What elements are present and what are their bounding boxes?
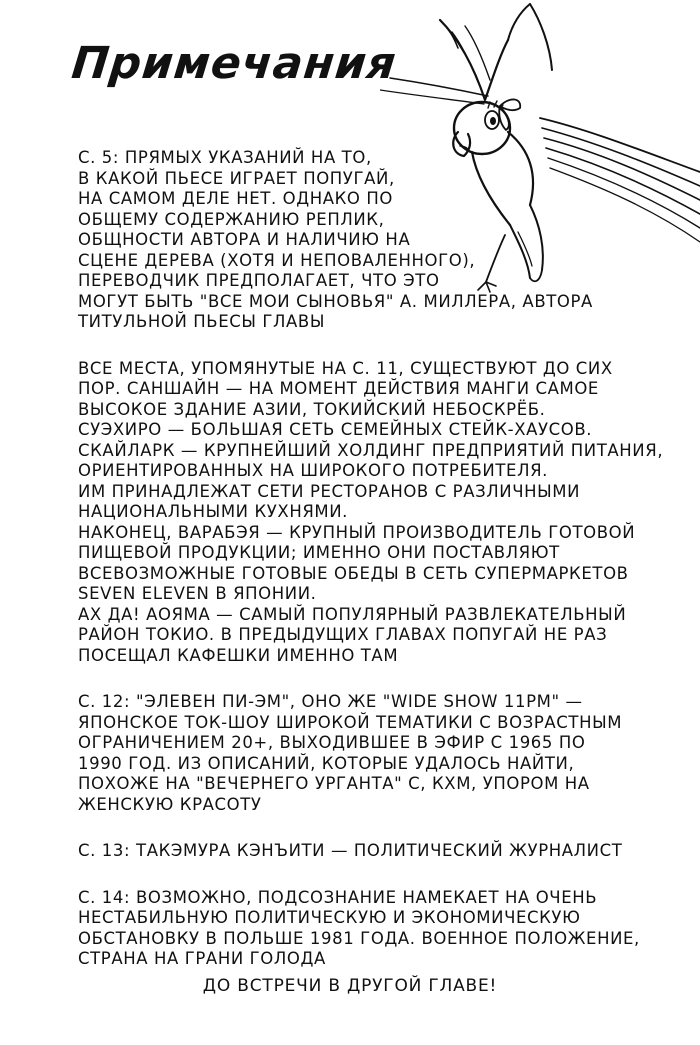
note-line: СЦЕНЕ ДЕРЕВА (ХОТЯ И НЕПОВАЛЕННОГО), bbox=[78, 250, 476, 270]
note-line: С. 14: ВОЗМОЖНО, ПОДСОЗНАНИЕ НАМЕКАЕТ НА ОЧЕНЬ bbox=[78, 887, 598, 907]
note-line: ПОР. САНШАЙН — НА МОМЕНТ ДЕЙСТВИЯ МАНГИ САМОЕ bbox=[78, 379, 599, 398]
note-page-13 bbox=[78, 841, 678, 862]
note-line: С. 13: ТАКЭМУРА КЭНЪИТИ — ПОЛИТИЧЕСКИЙ ЖУРНАЛИСТ bbox=[78, 841, 623, 860]
note-line: ОГРАНИЧЕНИЕМ 20+, ВЫХОДИВШЕЕ В ЭФИР С 1965 ПО bbox=[78, 733, 586, 752]
note-line: ВСЕВОЗМОЖНЫЕ ГОТОВЫЕ ОБЕДЫ В СЕТЬ СУПЕРМАРКЕТОВ bbox=[78, 563, 629, 583]
note-line: ЖЕНСКУЮ КРАСОТУ bbox=[78, 794, 262, 814]
note-line: НАКОНЕЦ, ВАРАБЭЯ — КРУПНЫЙ ПРОИЗВОДИТЕЛЬ ГОТОВОЙ bbox=[78, 522, 636, 542]
note-line: НА САМОМ ДЕЛЕ НЕТ. ОДНАКО ПО bbox=[78, 189, 393, 208]
note-line: ТИТУЛЬНОЙ ПЬЕСЫ ГЛАВЫ bbox=[78, 312, 325, 331]
note-line: ПОХОЖЕ НА "ВЕЧЕРНЕГО УРГАНТА" С, КХМ, УПОРОМ НА bbox=[78, 774, 590, 793]
note-line: ОРИЕНТИРОВАННЫХ НА ШИРОКОГО ПОТРЕБИТЕЛЯ. bbox=[78, 461, 548, 480]
note-line: АХ ДА! АОЯМА — САМЫЙ ПОПУЛЯРНЫЙ РАЗВЛЕКАТЕЛЬНЫЙ bbox=[78, 604, 627, 624]
note-line: 1990 ГОД. ИЗ ОПИСАНИЙ, КОТОРЫЕ УДАЛОСЬ НАЙТИ, bbox=[78, 753, 575, 773]
note-line: СТРАНА НА ГРАНИ ГОЛОДА bbox=[78, 949, 326, 968]
note-line: ВСЕ МЕСТА, УПОМЯНУТЫЕ НА С. 11, СУЩЕСТВУЮТ ДО СИХ bbox=[78, 358, 613, 378]
note-page-11 bbox=[78, 359, 678, 667]
note-line: ОБЩЕМУ СОДЕРЖАНИЮ РЕПЛИК, bbox=[78, 209, 385, 229]
note-line: ПЕРЕВОДЧИК ПРЕДПОЛАГАЕТ, ЧТО ЭТО bbox=[78, 271, 440, 290]
note-line: МОГУТ БЫТЬ "ВСЕ МОИ СЫНОВЬЯ" А. МИЛЛЕРА, АВТОРА bbox=[78, 291, 593, 311]
note-line: С. 5: ПРЯМЫХ УКАЗАНИЙ НА ТО, bbox=[78, 148, 372, 167]
closing-message: ДО ВСТРЕЧИ В ДРУГОЙ ГЛАВЕ! bbox=[202, 976, 498, 996]
note-line: ИМ ПРИНАДЛЕЖАТ СЕТИ РЕСТОРАНОВ С РАЗЛИЧНЫМИ bbox=[78, 481, 581, 501]
note-line: СКАЙЛАРК — КРУПНЕЙШИЙ ХОЛДИНГ ПРЕДПРИЯТИЙ ПИТАНИЯ, bbox=[78, 440, 664, 460]
notes-list bbox=[78, 148, 678, 996]
note-line: ОБСТАНОВКУ В ПОЛЬШЕ 1981 ГОДА. ВОЕННОЕ ПОЛОЖЕНИЕ, bbox=[78, 928, 640, 948]
note-line: НЕСТАБИЛЬНУЮ ПОЛИТИЧЕСКУЮ И ЭКОНОМИЧЕСКУЮ bbox=[78, 908, 581, 927]
note-line: ПИЩЕВОЙ ПРОДУКЦИИ; ИМЕННО ОНИ ПОСТАВЛЯЮТ bbox=[78, 543, 560, 562]
note-line: СУЭХИРО — БОЛЬШАЯ СЕТЬ СЕМЕЙНЫХ СТЕЙК-ХАУСОВ. bbox=[78, 420, 593, 439]
note-line: С. 12: "ЭЛЕВЕН ПИ-ЭМ", ОНО ЖЕ "WIDE SHOW 11PM" — bbox=[78, 692, 583, 711]
note-line: ВЫСОКОЕ ЗДАНИЕ АЗИИ, ТОКИЙСКИЙ НЕБОСКРЁБ. bbox=[78, 399, 546, 419]
note-line: ЯПОНСКОЕ ТОК-ШОУ ШИРОКОЙ ТЕМАТИКИ С ВОЗРАСТНЫМ bbox=[78, 712, 623, 732]
note-page-5 bbox=[78, 148, 678, 333]
note-line: SEVEN ELEVEN В ЯПОНИИ. bbox=[78, 584, 317, 603]
note-line: ОБЩНОСТИ АВТОРА И НАЛИЧИЮ НА bbox=[78, 230, 411, 249]
note-line: РАЙОН ТОКИО. В ПРЕДЫДУЩИХ ГЛАВАХ ПОПУГАЙ НЕ РАЗ bbox=[78, 625, 608, 644]
note-page-14 bbox=[78, 888, 678, 970]
note-line: В КАКОЙ ПЬЕСЕ ИГРАЕТ ПОПУГАЙ, bbox=[78, 168, 395, 188]
note-line: НАЦИОНАЛЬНЫМИ КУХНЯМИ. bbox=[78, 502, 349, 521]
note-page-12 bbox=[78, 692, 678, 815]
page-title: Примечания bbox=[69, 38, 400, 89]
note-line: ПОСЕЩАЛ КАФЕШКИ ИМЕННО ТАМ bbox=[78, 645, 399, 665]
